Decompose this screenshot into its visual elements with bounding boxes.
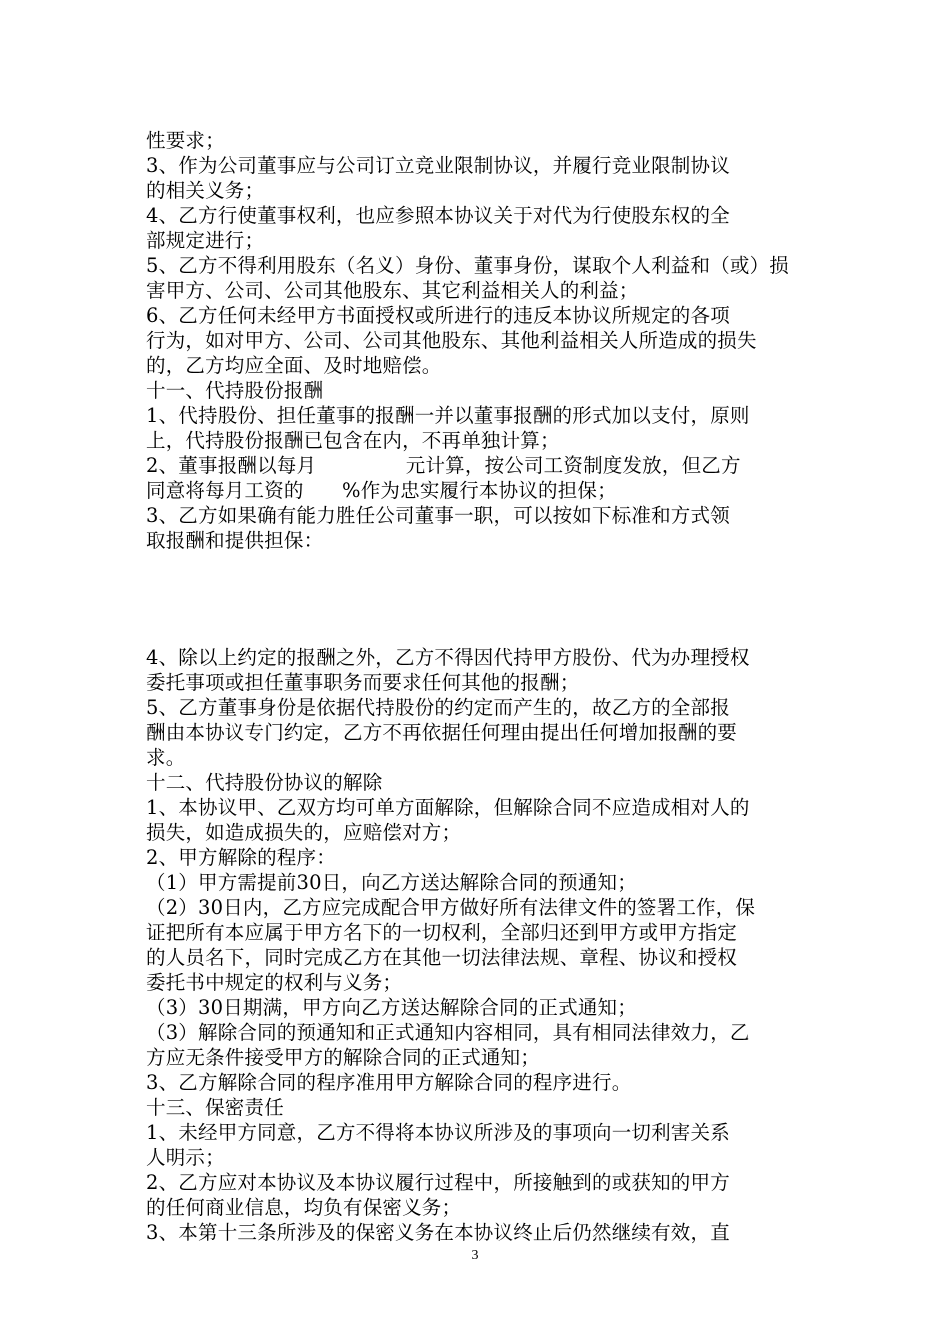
text-line: 方应无条件接受甲方的解除合同的正式通知； [146, 1046, 541, 1069]
blank-space [146, 553, 806, 645]
text-line: 取报酬和提供担保： [146, 529, 324, 552]
text-line: （2）30日内，乙方应完成配合甲方做好所有法律文件的签署工作，保 [146, 896, 756, 919]
text-line: 2、甲方解除的程序： [146, 846, 336, 869]
text-line: 性要求； [146, 129, 225, 152]
text-line: 1、代持股份、担任董事的报酬一并以董事报酬的形式加以支付，原则 [146, 404, 750, 427]
text-line: 5、乙方董事身份是依据代持股份的约定而产生的，故乙方的全部报 [146, 696, 730, 719]
text-line: 人明示； [146, 1146, 225, 1169]
text-line: 3、本第十三条所涉及的保密义务在本协议终止后仍然继续有效，直 [146, 1221, 730, 1244]
text-line: （3）30日期满，甲方向乙方送达解除合同的正式通知； [146, 996, 637, 1019]
text-line: 求。 [146, 746, 186, 769]
text-line: 4、乙方行使董事权利，也应参照本协议关于对代为行使股东权的全 [146, 204, 730, 227]
text-line: 十一、代持股份报酬 [146, 379, 324, 402]
text-line: 十三、保密责任 [146, 1096, 284, 1119]
text-line: 2、乙方应对本协议及本协议履行过程中，所接触到的或获知的甲方 [146, 1171, 730, 1194]
text-line: 的，乙方均应全面、及时地赔偿。 [146, 354, 442, 377]
text-line: 6、乙方任何未经甲方书面授权或所进行的违反本协议所规定的各项 [146, 304, 730, 327]
body-part-2 [146, 645, 806, 1245]
text-line: 2、董事报酬以每月 元计算，按公司工资制度发放，但乙方 [146, 454, 741, 477]
text-line: 1、本协议甲、乙双方均可单方面解除，但解除合同不应造成相对人的 [146, 796, 750, 819]
page-number: 3 [471, 1248, 479, 1263]
text-line: （3）解除合同的预通知和正式通知内容相同，具有相同法律效力，乙 [146, 1021, 750, 1044]
text-line: 同意将每月工资的 %作为忠实履行本协议的担保； [146, 479, 617, 502]
text-line: 委托事项或担任董事职务而要求任何其他的报酬； [146, 671, 580, 694]
text-line: 害甲方、公司、公司其他股东、其它利益相关人的利益； [146, 279, 639, 302]
text-line: 3、乙方如果确有能力胜任公司董事一职，可以按如下标准和方式领 [146, 504, 730, 527]
text-line: 行为，如对甲方、公司、公司其他股东、其他利益相关人所造成的损失 [146, 329, 757, 352]
text-line: 上，代持股份报酬已包含在内，不再单独计算； [146, 429, 560, 452]
text-line: 证把所有本应属于甲方名下的一切权利，全部归还到甲方或甲方指定 [146, 921, 738, 944]
text-line: 5、乙方不得利用股东（名义）身份、董事身份，谋取个人利益和（或）损 [146, 254, 790, 277]
text-line: 4、除以上约定的报酬之外，乙方不得因代持甲方股份、代为办理授权 [146, 646, 750, 669]
text-line: 的人员名下，同时完成乙方在其他一切法律法规、章程、协议和授权 [146, 946, 738, 969]
text-line: 十二、代持股份协议的解除 [146, 771, 383, 794]
text-line: 部规定进行； [146, 229, 265, 252]
text-line: （1）甲方需提前30日，向乙方送达解除合同的预通知； [146, 871, 637, 894]
text-line: 3、乙方解除合同的程序准用甲方解除合同的程序进行。 [146, 1071, 632, 1094]
text-line: 的任何商业信息，均负有保密义务； [146, 1196, 462, 1219]
text-line: 损失，如造成损失的，应赔偿对方； [146, 821, 462, 844]
text-line: 1、未经甲方同意，乙方不得将本协议所涉及的事项向一切利害关系 [146, 1121, 730, 1144]
text-line: 酬由本协议专门约定，乙方不再依据任何理由提出任何增加报酬的要 [146, 721, 738, 744]
body-part-1 [146, 128, 806, 553]
text-line: 委托书中规定的权利与义务； [146, 971, 403, 994]
text-line: 的相关义务； [146, 179, 265, 202]
text-line: 3、作为公司董事应与公司订立竞业限制协议，并履行竞业限制协议 [146, 154, 730, 177]
document-body [146, 128, 806, 1245]
